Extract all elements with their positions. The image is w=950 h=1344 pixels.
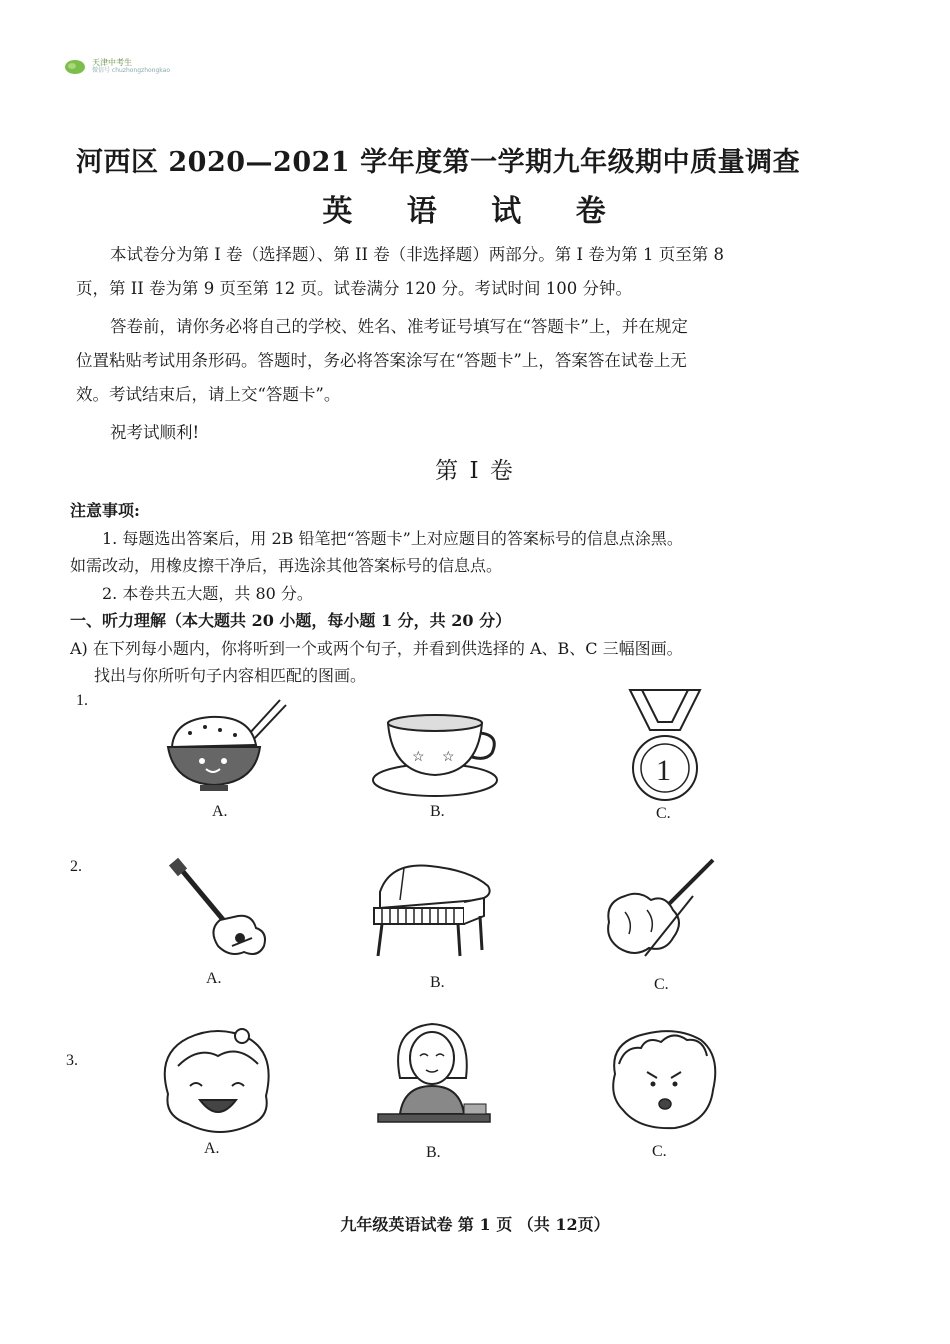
question-3-option-c[interactable]: C. xyxy=(652,1143,667,1160)
notes-item2: 2. 本卷共五大题，共 80 分。 xyxy=(102,584,313,603)
question-3-option-a[interactable]: A. xyxy=(204,1140,220,1157)
question-2-option-c[interactable]: C. xyxy=(654,976,669,993)
question-3-number: 3. xyxy=(66,1052,78,1069)
angry-boy-icon xyxy=(595,1024,745,1144)
girl-reading-icon xyxy=(360,1018,510,1138)
page-footer: 九年级英语试卷 第 1 页 （共 12页） xyxy=(340,1215,610,1234)
leaf-logo-icon xyxy=(64,58,86,76)
question-1-option-b[interactable]: B. xyxy=(430,803,445,820)
question-1-option-a[interactable]: A. xyxy=(212,803,228,820)
notes-item1-line2: 如需改动，用橡皮擦干净后，再选涂其他答案标号的信息点。 xyxy=(70,556,503,575)
question-2-option-a[interactable]: A. xyxy=(206,970,222,987)
logo-name: 天津中考生 xyxy=(92,58,132,68)
exam-subtitle: 英 语 试 卷 xyxy=(322,194,628,229)
question-1-option-c[interactable]: C. xyxy=(656,805,671,822)
logo-sub: 微信号 chuzhongzhongkao xyxy=(92,67,170,75)
notes-item1-line1: 1. 每题选出答案后，用 2B 铅笔把“答题卡”上对应题目的答案标号的信息点涂黑。 xyxy=(102,529,683,548)
violin-icon xyxy=(595,852,745,972)
instructions-p2-line2: 位置粘贴考试用条形码。答题时，务必将答案涂写在“答题卡”上，答案答在试卷上无 xyxy=(76,351,687,370)
instructions-p1-line1: 本试卷分为第 I 卷（选择题）、第 II 卷（非选择题）两部分。第 I 卷为第 1 页至第 8 xyxy=(110,245,725,264)
medal-icon xyxy=(590,690,740,810)
piano-icon xyxy=(360,852,510,972)
happy-girl-icon xyxy=(148,1024,298,1144)
svg-text:1: 1 xyxy=(656,754,671,787)
instructions-wish: 祝考试顺利! xyxy=(110,423,200,442)
notes-heading: 注意事项: xyxy=(70,501,140,520)
exam-title: 河西区 2020—2021 学年度第一学期九年级期中质量调查 xyxy=(76,147,801,178)
part1-sub-a-line1: A) 在下列每小题内，你将听到一个或两个句子，并看到供选择的 A、B、C 三幅图画。 xyxy=(70,639,683,658)
instructions-p1-line2: 页，第 II 卷为第 9 页至第 12 页。试卷满分 120 分。考试时间 100 分钟。 xyxy=(76,279,632,298)
logo xyxy=(64,58,170,76)
question-1-number: 1. xyxy=(76,692,88,709)
instructions-p2-line3: 效。考试结束后，请上交“答题卡”。 xyxy=(76,385,341,404)
question-2-option-b[interactable]: B. xyxy=(430,974,445,991)
svg-text:☆: ☆ xyxy=(412,749,425,765)
instructions-p2-line1: 答卷前，请你务必将自己的学校、姓名、准考证号填写在“答题卡”上，并在规定 xyxy=(110,317,688,336)
rice-bowl-icon xyxy=(160,695,310,815)
section-title: 第 I 卷 xyxy=(435,458,515,484)
part1-sub-a-line2: 找出与你所听句子内容相匹配的图画。 xyxy=(94,666,367,685)
svg-text:☆: ☆ xyxy=(442,749,455,765)
guitar-icon xyxy=(160,858,310,978)
tea-cup-icon xyxy=(360,695,510,815)
part1-title: 一、听力理解（本大题共 20 小题，每小题 1 分，共 20 分） xyxy=(70,611,512,630)
question-2-number: 2. xyxy=(70,858,82,875)
question-3-option-b[interactable]: B. xyxy=(426,1144,441,1161)
